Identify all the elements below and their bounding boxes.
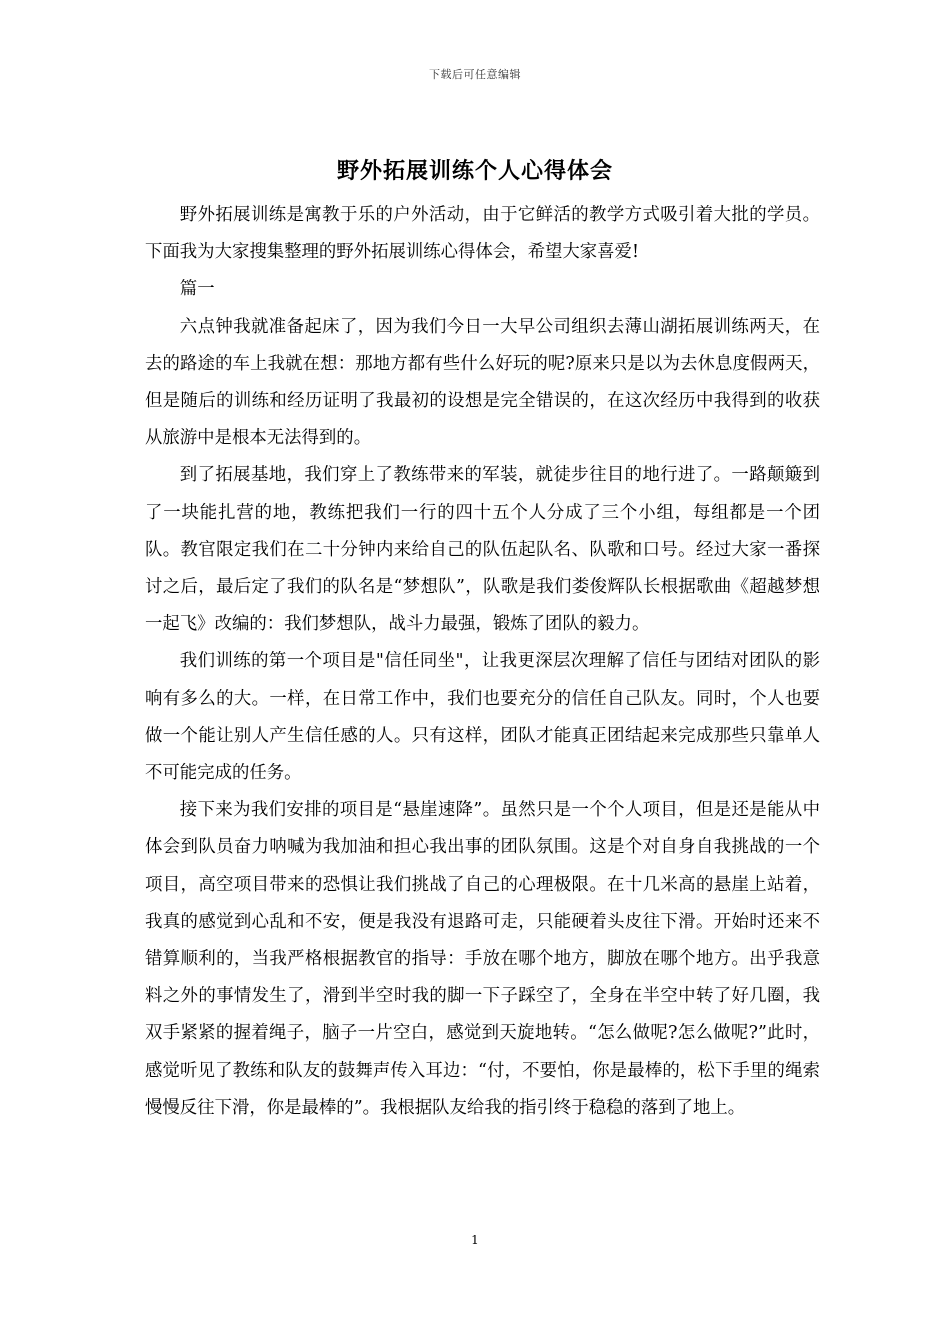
paragraph-intro: 野外拓展训练是寓教于乐的户外活动，由于它鲜活的教学方式吸引着大批的学员。下面我为大家搜集整理的野外拓展训练心得体会，希望大家喜爱! (145, 205, 820, 263)
document-title: 野外拓展训练个人心得体会 (336, 158, 613, 184)
header-note: 下载后可任意编辑 (429, 68, 521, 81)
paragraph: 我们训练的第一个项目是"信任同坐"，让我更深层次理解了信任与团结对团队的影响有多么的大。一样，在日常工作中，我们也要充分的信任自己队友。同时，个人也要做一个能让别人产生信任感的人。只有这样，团队才能真正团结起来完成那些只靠单人不可能完成的任务。 (145, 651, 820, 784)
section-label: 篇一 (179, 279, 215, 300)
page-number: 1 (471, 1233, 479, 1247)
paragraph: 到了拓展基地，我们穿上了教练带来的军装，就徒步往目的地行进了。一路颠簸到了一块能扎营的地，教练把我们一行的四十五个人分成了三个小组，每组都是一个团队。教官限定我们在二十分钟内来给自己的队伍起队名、队歌和口号。经过大家一番探讨之后，最后定了我们的队名是“梦想队”，队歌是我们娄俊辉队长根据歌曲《超越梦想一起飞》改编的：我们梦想队，战斗力最强，锻炼了团队的毅力。 (145, 465, 820, 635)
paragraph: 接下来为我们安排的项目是“悬崖速降”。虽然只是一个个人项目，但是还是能从中体会到队员奋力呐喊为我加油和担心我出事的团队氛围。这是个对自身自我挑战的一个项目，高空项目带来的恐惧让我们挑战了自己的心理极限。在十几米高的悬崖上站着，我真的感觉到心乱和不安，便是我没有退路可走，只能硬着头皮往下滑。开始时还来不错算顺利的，当我严格根据教官的指导：手放在哪个地方，脚放在哪个地方。出乎我意料之外的事情发生了，滑到半空时我的脚一下子踩空了，全身在半空中转了好几圈，我双手紧紧的握着绳子，脑子一片空白，感觉到天旋地转。“怎么做呢?怎么做呢?”此时，感觉听见了教练和队友的鼓舞声传入耳边：“付，不要怕，你是最棒的，松下手里的绳索慢慢反往下滑，你是最棒的”。我根据队友给我的指引终于稳稳的落到了地上。 (145, 800, 820, 1118)
document-body (145, 197, 820, 1127)
paragraph: 六点钟我就准备起床了，因为我们今日一大早公司组织去薄山湖拓展训练两天，在去的路途的车上我就在想：那地方都有些什么好玩的呢?原来只是以为去休息度假两天，但是随后的训练和经历证明了我最初的设想是完全错误的，在这次经历中我得到的收获从旅游中是根本无法得到的。 (145, 316, 820, 449)
